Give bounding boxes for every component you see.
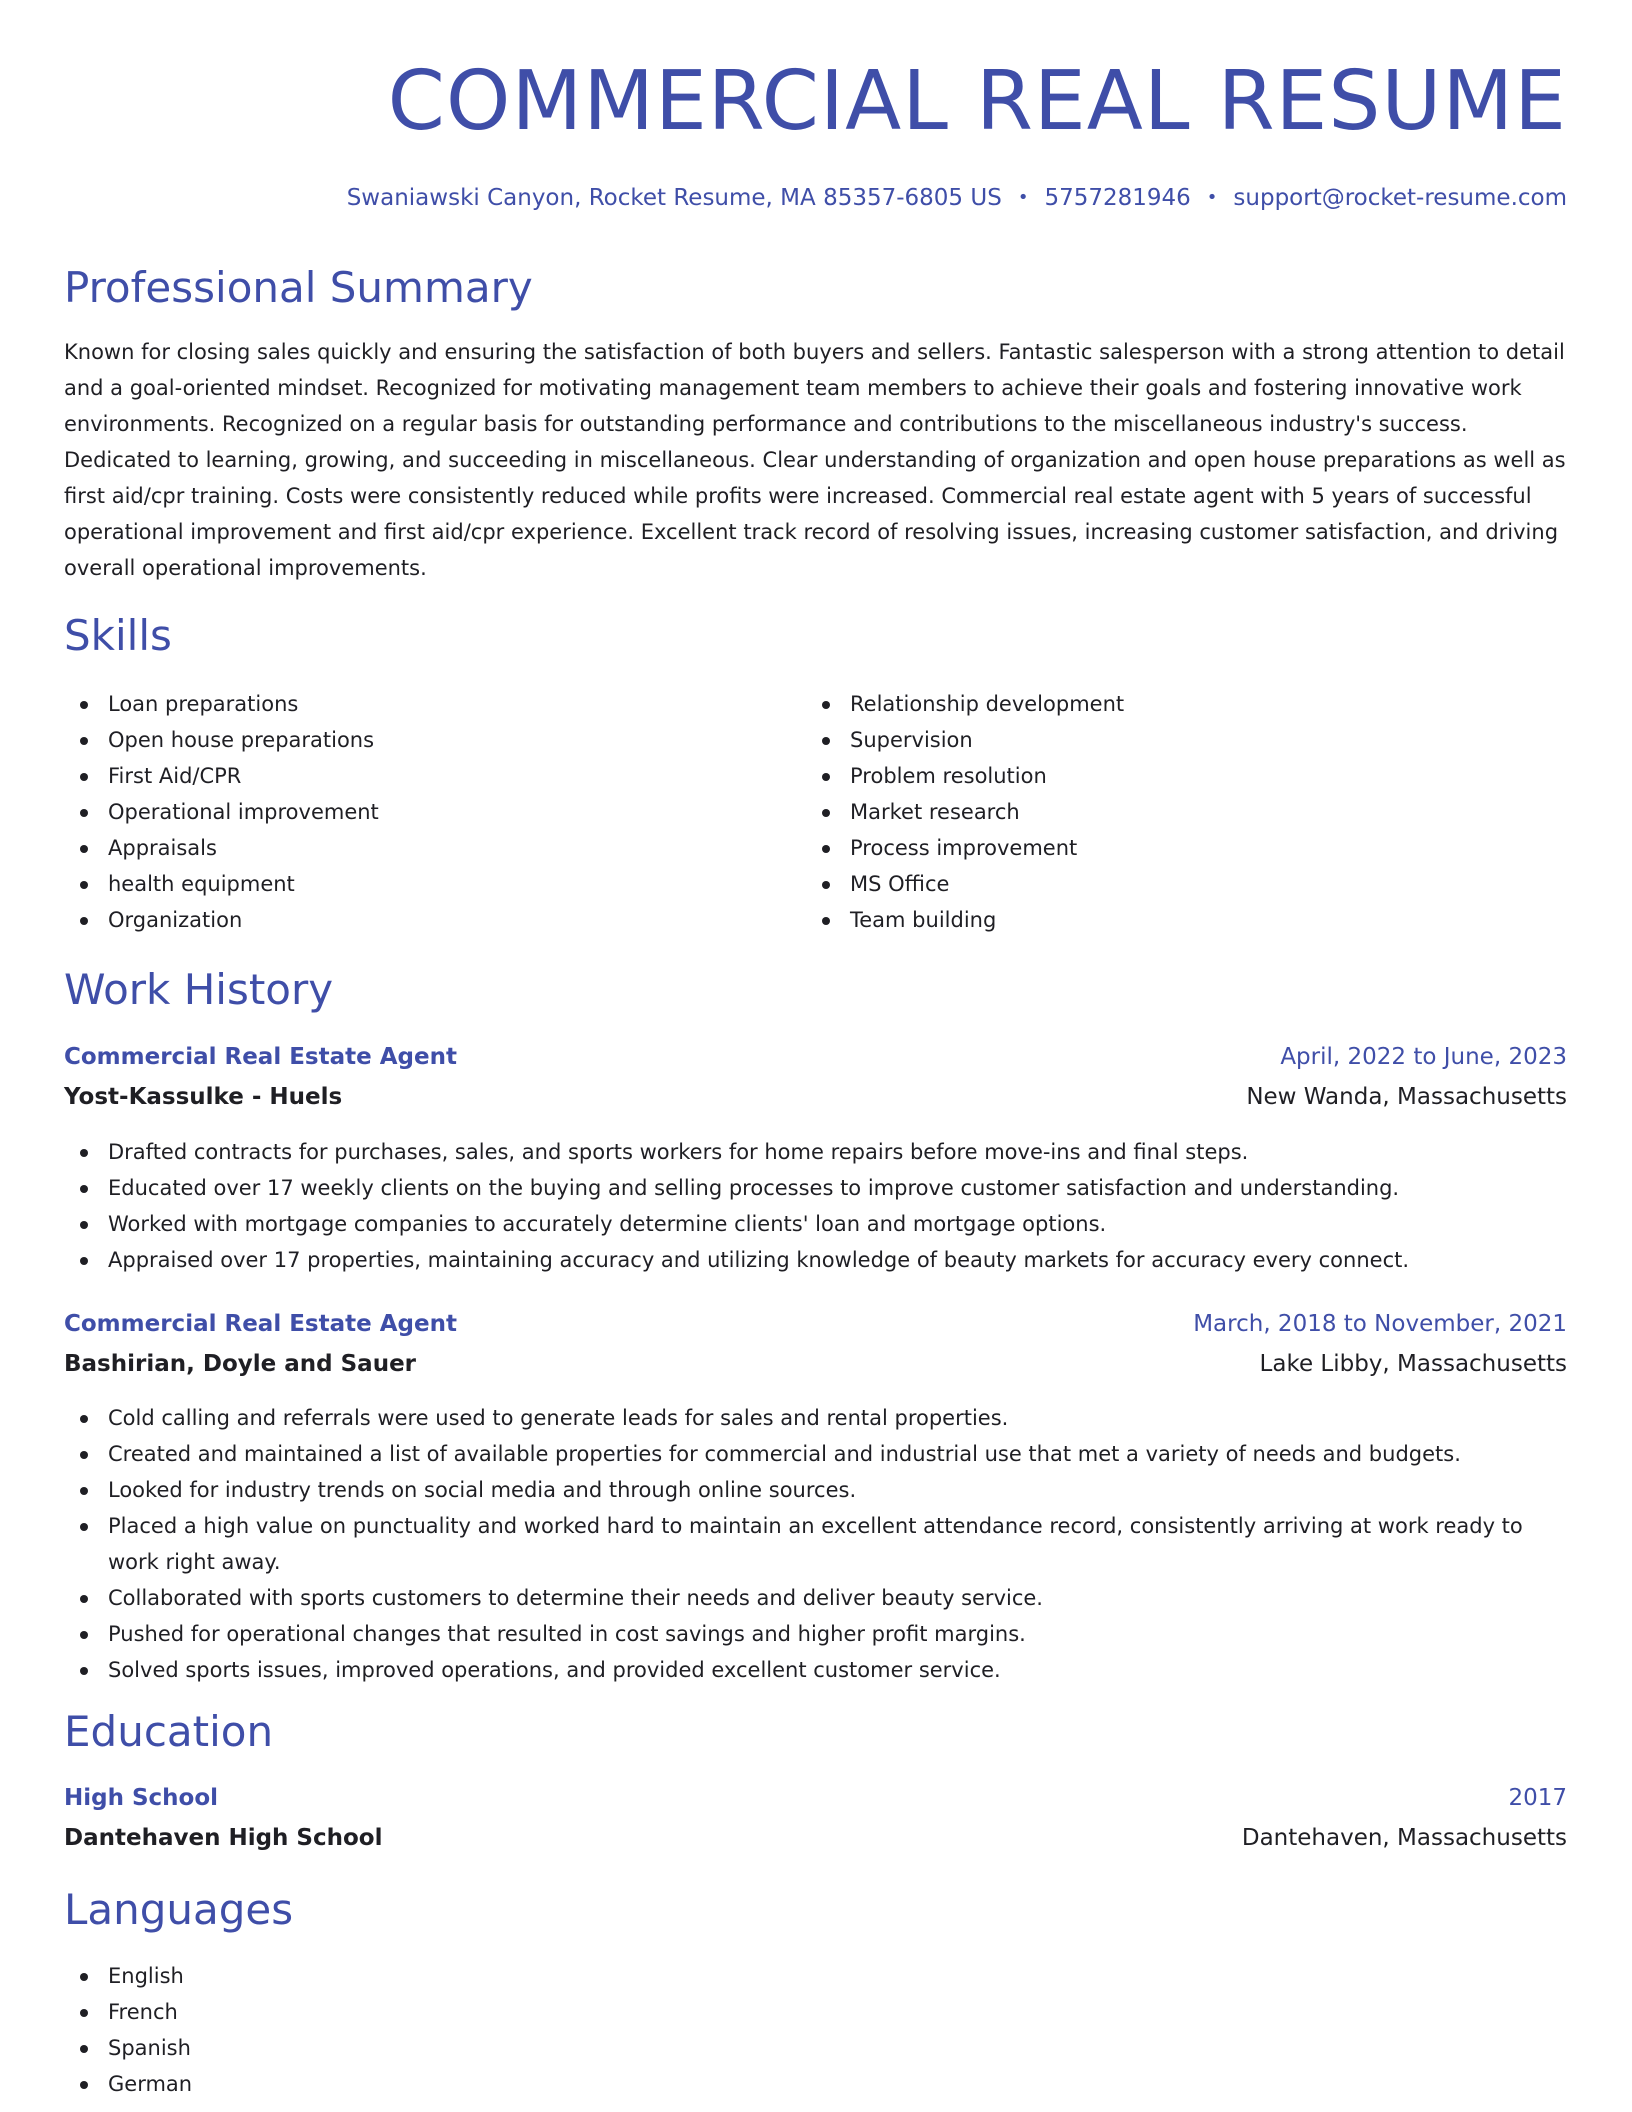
language-item: Spanish [64,2030,192,2066]
summary-text: Known for closing sales quickly and ensuring the satisfaction of both buyers and sellers. Fantastic salesperson with a strong attention to detail and a goal-oriented mindset. Recognized for motivating management team members to achieve their goals and fostering innovative work environments. Recognized on a regular basis for outstanding performance and contributions to the miscellaneous industry's success. Dedicated to learning, growing, and succeeding in miscellaneous. Clear understanding of organization and open house preparations as well as first aid/cpr training. Costs were consistently reduced while profits were increased. Commercial real estate agent with 5 years of successful operational improvement and first aid/cpr experience. Excellent track record of resolving issues, increasing customer satisfaction, and driving overall operational improvements. [64,340,1566,580]
skill-item: health equipment [64,866,379,902]
job-bullet: Solved sports issues, improved operations, and provided excellent customer service. [64,1652,1567,1688]
contact-separator: • [1017,187,1029,208]
section-title-education: Education [64,1707,274,1756]
job-dates: March, 2018 to November, 2021 [1193,1311,1567,1337]
skill-item: MS Office [806,866,1124,902]
resume-name: COMMERCIAL REAL RESUME [387,54,1567,149]
skill-item: Market research [806,794,1124,830]
section-title-work-history: Work History [64,965,334,1014]
job-bullet: Created and maintained a list of available properties for commercial and industrial use that met a variety of needs and budgets. [64,1436,1567,1472]
job-title: Commercial Real Estate Agent [64,1311,457,1337]
contact-separator: • [1206,187,1218,208]
job-company: Bashirian, Doyle and Sauer [64,1351,417,1377]
job-bullet: Collaborated with sports customers to determine their needs and deliver beauty service. [64,1580,1567,1616]
job-bullet: Worked with mortgage companies to accurately determine clients' loan and mortgage options. [64,1206,1567,1242]
skill-item: Team building [806,902,1124,938]
skill-item: Supervision [806,722,1124,758]
skills-list-right [806,686,1124,938]
education-location: Dantehaven, Massachusetts [1241,1825,1567,1851]
job-bullet: Looked for industry trends on social media and through online sources. [64,1472,1567,1508]
skill-item: Loan preparations [64,686,379,722]
skill-item: Problem resolution [806,758,1124,794]
job-bullet: Cold calling and referrals were used to generate leads for sales and rental properties. [64,1400,1567,1436]
job-company: Yost-Kassulke - Huels [64,1084,343,1110]
education-school: Dantehaven High School [64,1825,383,1851]
contact-email[interactable]: support@rocket-resume.com [1233,185,1567,211]
job-bullet: Drafted contracts for purchases, sales, and sports workers for home repairs before move-ins and final steps. [64,1134,1567,1170]
job-bullet: Appraised over 17 properties, maintaining accuracy and utilizing knowledge of beauty markets for accuracy every connect. [64,1242,1567,1278]
contact-phone: 5757281946 [1044,185,1191,211]
job-title: Commercial Real Estate Agent [64,1044,457,1070]
skill-item: Open house preparations [64,722,379,758]
contact-line [347,182,1567,214]
contact-address: Swaniawski Canyon, Rocket Resume, MA 85357-6805 US [346,185,1002,211]
language-item: English [64,1958,192,1994]
job-bullets [64,1134,1567,1278]
language-item: German [64,2066,192,2102]
job-bullet: Educated over 17 weekly clients on the buying and selling processes to improve customer satisfaction and understanding. [64,1170,1567,1206]
section-title-skills: Skills [64,611,172,660]
education-year: 2017 [1508,1785,1567,1811]
skill-item: Relationship development [806,686,1124,722]
skill-item: Operational improvement [64,794,379,830]
skill-item: Appraisals [64,830,379,866]
education-degree: High School [64,1785,219,1811]
job-bullet: Pushed for operational changes that resulted in cost savings and higher profit margins. [64,1616,1567,1652]
languages-list [64,1958,192,2102]
section-title-languages: Languages [64,1885,294,1934]
job-bullets [64,1400,1567,1688]
skills-list-left [64,686,379,938]
job-dates: April, 2022 to June, 2023 [1280,1044,1567,1070]
job-bullet: Placed a high value on punctuality and worked hard to maintain an excellent attendance record, consistently arriving at work ready to work right away. [64,1508,1567,1580]
language-item: French [64,1994,192,2030]
job-location: New Wanda, Massachusetts [1246,1084,1567,1110]
section-title-summary: Professional Summary [64,263,533,312]
skill-item: First Aid/CPR [64,758,379,794]
job-location: Lake Libby, Massachusetts [1259,1351,1567,1377]
skill-item: Organization [64,902,379,938]
skill-item: Process improvement [806,830,1124,866]
